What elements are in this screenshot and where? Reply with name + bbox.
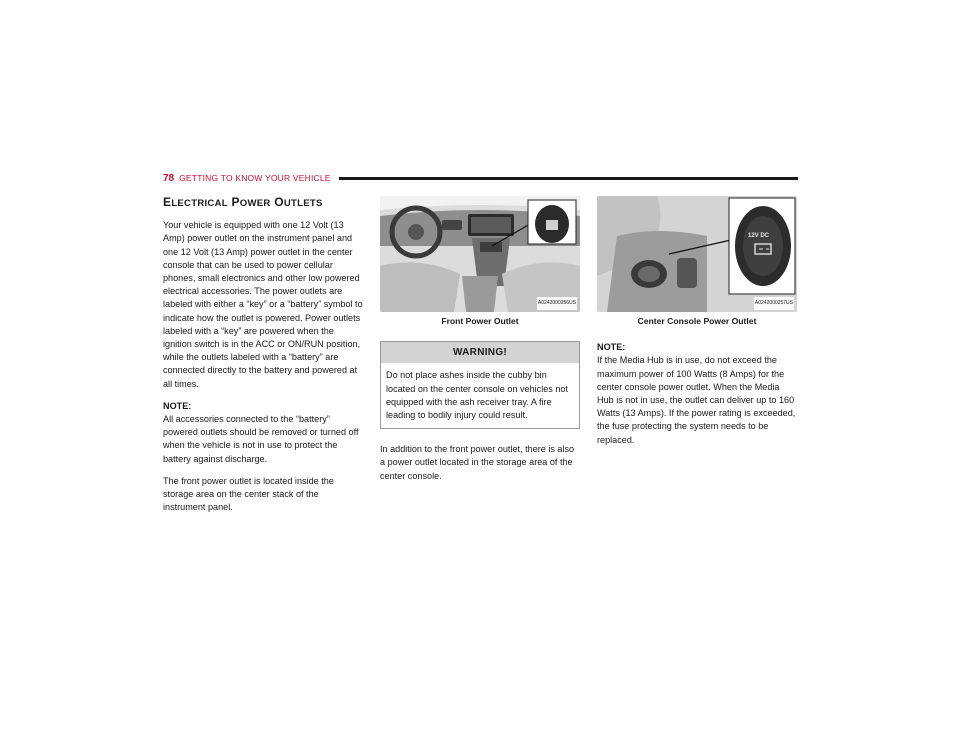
figure-caption: Front Power Outlet [441,316,519,326]
note-block [597,341,797,447]
intro-paragraph: Your vehicle is equipped with one 12 Volt (13 Amp) power outlet on the instrument panel and one 12 Volt (13 Amp) power outlet in the center console that can be used to power cellular phones, small electronics and other low powered electrical accessories. The power outlets are labeled with either a “key” or a “battery” symbol to indicate how the outlet is powered. Power outlets labeled with a “key” are powered when the ignition switch is in the ACC or ON/RUN position, while the outlets labeled with a “battery” are connected directly to the battery and powered at all times. [163,220,363,389]
console-outlet-figure [597,196,797,312]
note-text: If the Media Hub is in use, do not exceed the maximum power of 100 Watts (8 Amps) for the center console power outlet. When the Media Hub is not in use, the outlet can deliver up to 160 Watts (13 Amps). If the power rating is exceeded, the fuse protecting the system needs to be replaced. [597,355,796,445]
note-block [163,400,363,466]
warning-text: Do not place ashes inside the cubby bin located on the center console on vehicles not equipped with the ash receiver tray. A fire leading to bodily injury could result. [386,370,568,421]
center-console-paragraph: In addition to the front power outlet, there is also a power outlet located in the storage area of the center console. [380,444,575,481]
section-title: ELECTRICAL POWER OUTLETS [163,195,323,209]
front-outlet-figure [380,196,580,312]
warning-title: WARNING! [381,342,579,363]
figure-code: A0242000257US [754,297,794,310]
figure-code: A0242000256US [537,297,577,310]
outlet-label: 12V DC [748,233,770,239]
column-3 [597,196,797,456]
figure-caption: Center Console Power Outlet [637,316,757,326]
column-2 [380,196,580,492]
dashboard-illustration [380,196,580,312]
console-illustration [597,196,797,312]
page-number: 78 [163,172,175,184]
warning-box [380,341,580,429]
location-paragraph: The front power outlet is located inside the storage area on the center stack of the instrument panel. [163,475,334,513]
column-1 [163,196,363,523]
page-header [163,171,798,185]
note-text: All accessories connected to the “battery” powered outlets should be removed or turned off when the vehicle is not in use to protect the battery against discharge. [163,414,359,464]
note-label: NOTE: [597,342,626,353]
note-label: NOTE: [163,400,192,411]
header-title: GETTING TO KNOW YOUR VEHICLE [179,173,331,183]
header-rule [339,177,798,180]
